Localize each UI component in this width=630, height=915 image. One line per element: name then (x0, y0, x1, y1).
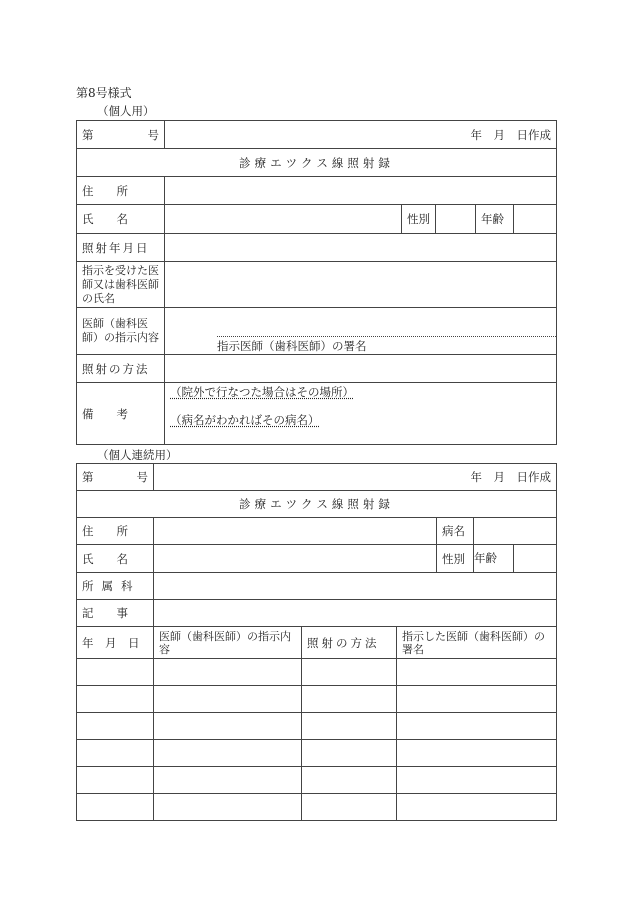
table-row (77, 713, 557, 740)
continuous-department-row (77, 573, 557, 600)
name-field[interactable] (165, 205, 402, 234)
row-method-cell[interactable] (302, 659, 397, 686)
remarks-label: 備 考 (77, 383, 165, 445)
continuous-record-title: 診療エツクス線照射録 (77, 491, 557, 518)
individual-method-row (77, 355, 557, 383)
continuous-name-row (77, 545, 557, 573)
individual-form-table (76, 120, 557, 445)
row-signature-cell[interactable] (397, 740, 557, 767)
row-signature-cell[interactable] (397, 794, 557, 821)
row-date-cell[interactable] (77, 686, 154, 713)
row-instruction-cell[interactable] (154, 713, 302, 740)
continuous-address-row (77, 518, 557, 545)
individual-doctor-row (77, 262, 557, 308)
individual-address-row (77, 177, 557, 205)
row-date-cell[interactable] (77, 767, 154, 794)
instruction-label: 医師（歯科医師）の指示内容 (77, 308, 165, 355)
individual-section-label: （個人用） (97, 104, 155, 118)
address-label: 住 所 (77, 177, 165, 205)
continuous-number-row (77, 464, 557, 491)
continuous-date-created[interactable]: 年 月 日作成 (154, 464, 557, 491)
name-field[interactable] (154, 545, 437, 573)
row-instruction-cell[interactable] (154, 740, 302, 767)
sex-label: 性別 (402, 205, 436, 234)
department-field[interactable] (154, 573, 557, 600)
disease-label: 病名 (437, 518, 474, 545)
table-row (77, 740, 557, 767)
doctor-name-label: 指示を受けた医師又は歯科医師の氏名 (77, 262, 165, 308)
age-label: 年齢 (476, 205, 514, 234)
row-method-cell[interactable] (302, 686, 397, 713)
address-field[interactable] (165, 177, 557, 205)
remarks-field[interactable] (165, 383, 557, 445)
number-label-right: 号 (147, 127, 159, 142)
age-field[interactable] (514, 205, 557, 234)
table-row (77, 686, 557, 713)
remark-disease-note: （病名がわかればその病名） (170, 413, 320, 427)
row-signature-cell[interactable] (397, 659, 557, 686)
continuous-section-label: （個人連続用） (97, 448, 178, 462)
exposure-date-label: 照射年月日 (77, 234, 165, 262)
row-instruction-cell[interactable] (154, 659, 302, 686)
number-label-left: 第 (82, 127, 94, 142)
row-date-cell[interactable] (77, 740, 154, 767)
individual-instruction-row (77, 308, 557, 355)
col-signature-header: 指示した医師（歯科医師）の署名 (397, 627, 557, 659)
method-field[interactable] (165, 355, 557, 383)
individual-record-title: 診療エツクス線照射録 (77, 149, 557, 177)
method-label: 照射の方法 (77, 355, 165, 383)
col-date-header: 年 月 日 (77, 627, 154, 659)
row-signature-cell[interactable] (397, 686, 557, 713)
row-method-cell[interactable] (302, 740, 397, 767)
row-method-cell[interactable] (302, 767, 397, 794)
notes-label: 記 事 (77, 600, 154, 627)
row-instruction-cell[interactable] (154, 686, 302, 713)
col-instruction-header: 医師（歯科医師）の指示内容 (154, 627, 302, 659)
row-date-cell[interactable] (77, 713, 154, 740)
col-method-header: 照射の方法 (302, 627, 397, 659)
name-label: 氏 名 (77, 205, 165, 234)
number-label-right: 号 (136, 470, 148, 484)
continuous-notes-row (77, 600, 557, 627)
table-row (77, 794, 557, 821)
number-label-left: 第 (82, 470, 94, 484)
continuous-column-header-row (77, 627, 557, 659)
disease-field[interactable] (474, 518, 557, 545)
notes-field[interactable] (154, 600, 557, 627)
sex-field[interactable] (436, 205, 476, 234)
individual-name-row (77, 205, 557, 234)
row-instruction-cell[interactable] (154, 794, 302, 821)
signature-label: 指示医師（歯科医師）の署名 (217, 339, 367, 353)
sex-label: 性別 (437, 545, 474, 573)
remark-location-note: （院外で行なつた場合はその場所） (170, 385, 354, 399)
individual-date-created[interactable]: 年 月 日作成 (165, 121, 557, 149)
individual-number-cell[interactable] (77, 121, 165, 149)
signature-dotted-line (217, 336, 556, 337)
doctor-name-field[interactable] (165, 262, 557, 308)
address-label: 住 所 (77, 518, 154, 545)
exposure-date-field[interactable] (165, 234, 557, 262)
continuous-form-table (76, 463, 557, 821)
address-field[interactable] (154, 518, 437, 545)
table-row (77, 767, 557, 794)
continuous-number-cell[interactable] (77, 464, 154, 491)
row-date-cell[interactable] (77, 794, 154, 821)
individual-exposure-date-row (77, 234, 557, 262)
instruction-field[interactable] (165, 308, 557, 355)
age-label[interactable]: 年齢 (514, 545, 557, 573)
individual-remarks-row (77, 383, 557, 445)
name-label: 氏 名 (77, 545, 154, 573)
row-date-cell[interactable] (77, 659, 154, 686)
department-label: 所属科 (77, 573, 154, 600)
row-method-cell[interactable] (302, 713, 397, 740)
row-signature-cell[interactable] (397, 713, 557, 740)
individual-number-row (77, 121, 557, 149)
row-instruction-cell[interactable] (154, 767, 302, 794)
row-method-cell[interactable] (302, 794, 397, 821)
form-number-title: 第8号様式 (76, 86, 132, 100)
row-signature-cell[interactable] (397, 767, 557, 794)
table-row (77, 659, 557, 686)
